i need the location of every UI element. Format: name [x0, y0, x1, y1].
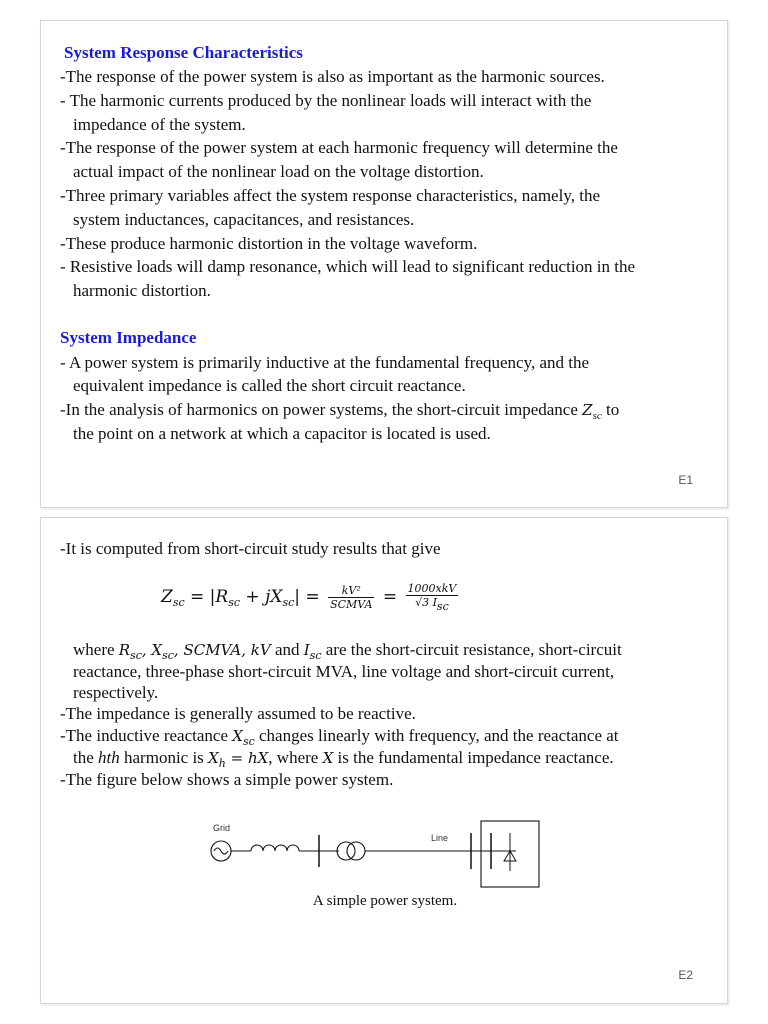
text-line: harmonic distortion.	[73, 281, 211, 300]
text-line-zsc: -In the analysis of harmonics on power systems, the short-circuit impedance $Z_{sc}$ to	[60, 400, 620, 422]
heading-system-impedance: System Impedance	[60, 328, 197, 347]
text-line: - A power system is primarily inductive at the fundamental frequency, and the	[60, 353, 590, 372]
grid-label: Grid	[213, 823, 231, 833]
text-line: the point on a network at which a capacitor is located is used.	[73, 424, 491, 443]
text-line: respectively.	[73, 683, 159, 702]
text-line: -Three primary variables affect the system response characteristics, namely, the	[60, 186, 600, 205]
text-line-inductive: -The inductive reactance $X_{sc}$ changes linearly with frequency, and the reactance at	[60, 726, 619, 748]
transformer-icon	[337, 842, 355, 860]
inductor-icon	[251, 845, 299, 851]
text-line: - Resistive loads will damp resonance, which will lead to significant reduction in the	[60, 257, 636, 276]
figure-caption: A simple power system.	[312, 893, 458, 909]
text-line: -These produce harmonic distortion in the voltage waveform.	[60, 234, 478, 253]
text-line: reactance, three-phase short-circuit MVA, line voltage and short-circuit current,	[73, 662, 615, 681]
text-line: -The figure below shows a simple power system.	[60, 770, 394, 789]
impedance-equation: $Z_{sc} = |R_{sc} + jX_{sc}|$ = $\frac{\text{kV²}}{\text{SCMVA}}$ = $\frac{\text{1000xkV}}{\text{√3 Isc}}$	[161, 582, 457, 613]
text-line-where: where $R_{sc}$, $X_{sc}$, SCMVA, kV and $I_{sc}$ are the short-circuit resistance, short-circuit	[73, 640, 622, 662]
sine-wave-icon	[214, 848, 228, 854]
fraction-kv-scmva: $\frac{\text{kV²}}{\text{SCMVA}}$	[330, 584, 373, 611]
page-number: E2	[678, 968, 693, 982]
slide-e2	[40, 517, 728, 1004]
heading-system-response: System Response Characteristics	[64, 43, 303, 62]
text-line: impedance of the system.	[73, 115, 246, 134]
text-line-hth: the hth harmonic is $X_h$ = hX, where X is the fundamental impedance reactance.	[73, 748, 614, 770]
text-line: -It is computed from short-circuit study results that give	[60, 539, 441, 558]
text-line: equivalent impedance is called the short circuit reactance.	[73, 376, 466, 395]
text-line: -The response of the power system at each harmonic frequency will determine the	[60, 138, 618, 157]
slide-e1	[40, 20, 728, 508]
text-line: -The response of the power system is also as important as the harmonic sources.	[60, 67, 605, 86]
text-line: -The impedance is generally assumed to be reactive.	[60, 704, 416, 723]
page-number: E1	[678, 473, 693, 487]
power-system-diagram	[201, 813, 541, 888]
line-label: Line	[431, 833, 449, 843]
fraction-kv-isc: $\frac{\text{1000xkV}}{\text{√3 Isc}}$	[407, 582, 457, 613]
text-line: - The harmonic currents produced by the nonlinear loads will interact with the	[60, 91, 592, 110]
text-line: actual impact of the nonlinear load on the voltage distortion.	[73, 162, 484, 181]
text-line: system inductances, capacitances, and resistances.	[73, 210, 415, 229]
